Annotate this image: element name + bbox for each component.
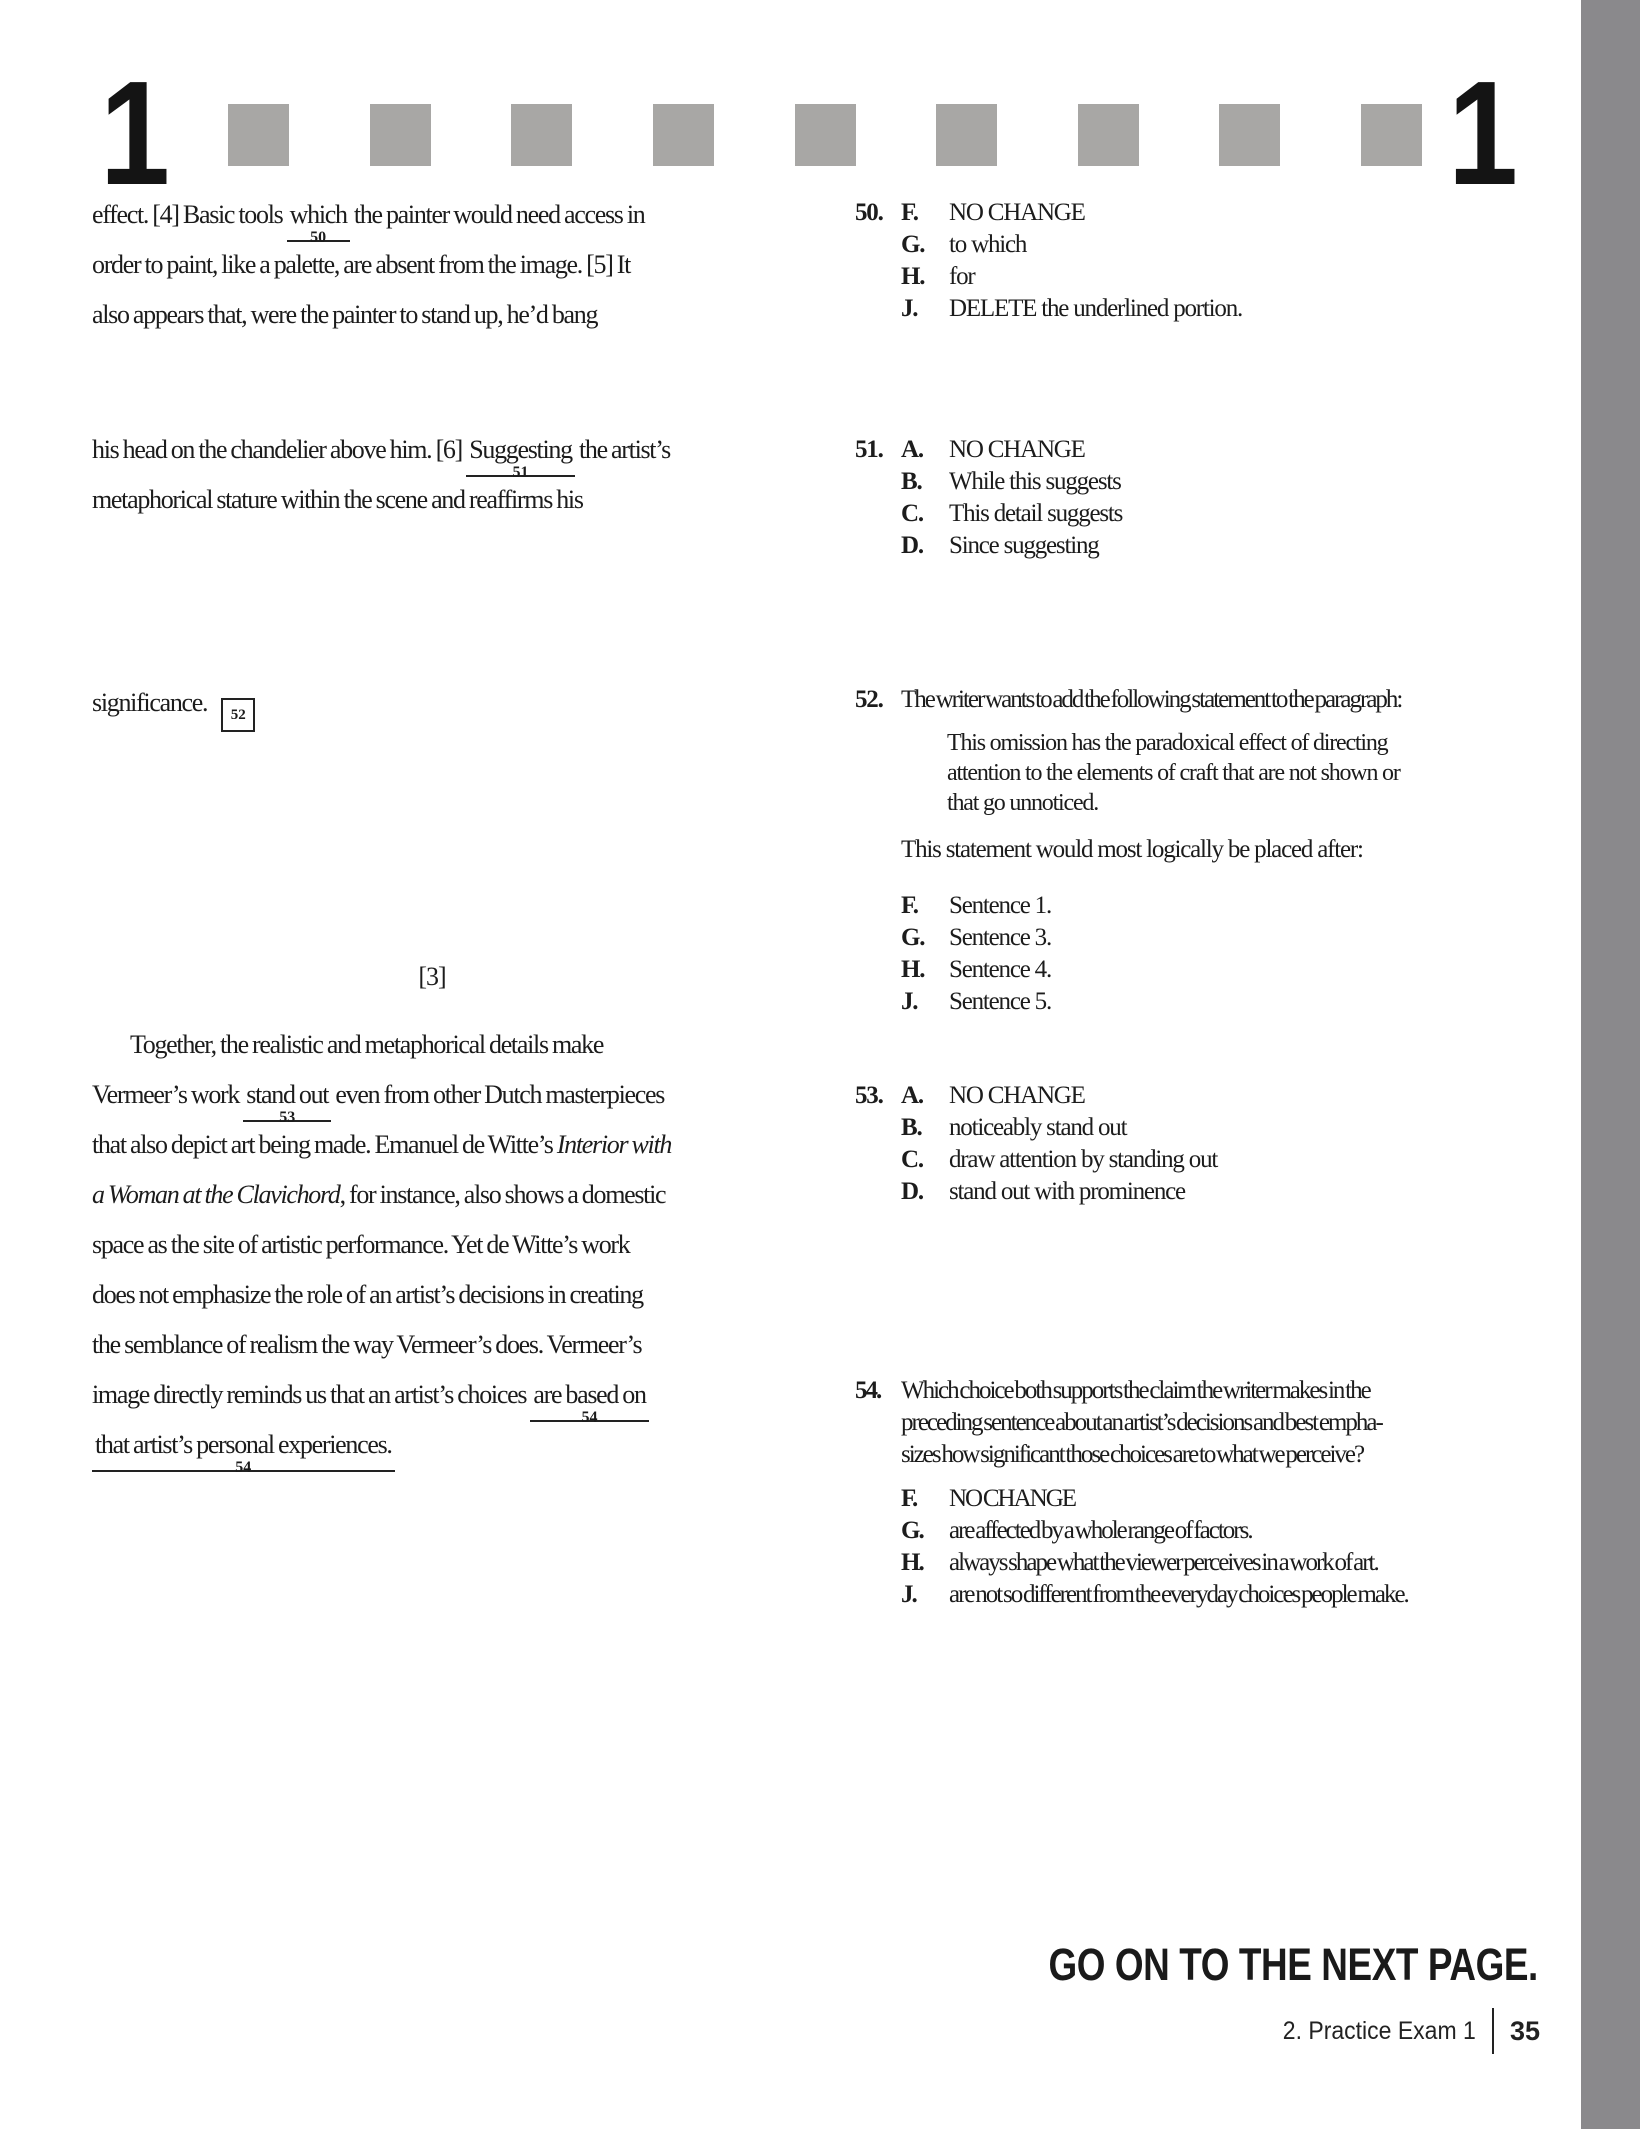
option-text: Sentence 1. [949, 892, 1052, 919]
passage-line [92, 1220, 671, 1270]
option-text: Sentence 3. [949, 924, 1052, 951]
question-post-text: This statement would most logically be placed after: [901, 836, 1363, 863]
underline-number: 53 [279, 1109, 296, 1126]
option-text: NO CHANGE [949, 1485, 1076, 1512]
paragraph-marker-text: [3] [418, 962, 446, 991]
underlined-text: which [287, 190, 350, 242]
passage-line [92, 425, 670, 481]
option-letter: J. [901, 1581, 916, 1608]
passage-text: the painter would need access in [349, 200, 645, 229]
option-text: NO CHANGE [949, 199, 1085, 226]
question-row [855, 197, 1567, 325]
option-letter: H. [901, 956, 925, 983]
question-header [855, 684, 1567, 716]
answer-option [901, 1176, 1217, 1208]
passage-line [92, 190, 645, 246]
question [855, 1080, 1567, 1208]
option-text: noticeably stand out [949, 1114, 1127, 1141]
page-number: 35 [1509, 2016, 1540, 2046]
answer-option [901, 1483, 1567, 1515]
question-number: 51. [855, 436, 883, 463]
question [855, 1375, 1567, 1611]
option-text: to which [949, 231, 1027, 258]
passage-block [92, 1020, 672, 1476]
answer-option [901, 229, 1242, 261]
passage-text: that also depict art being made. Emanuel de Witte’s [92, 1130, 557, 1159]
option-letter: G. [901, 231, 925, 258]
option-text: are not so different from the everyday choices people make. [949, 1581, 1408, 1608]
header-square [228, 104, 289, 166]
options-list [901, 197, 1242, 325]
passage-line [92, 1070, 671, 1126]
header-square [511, 104, 572, 166]
option-letter: B. [901, 1114, 922, 1141]
passage-text: image directly reminds us that an artist’s choices [92, 1380, 531, 1409]
header-square [370, 104, 431, 166]
option-text: always shape what the viewer perceives in a work of art. [949, 1549, 1378, 1576]
header-squares [228, 104, 1422, 166]
passage-block [92, 190, 644, 340]
underlined-segment [92, 1420, 395, 1476]
passage-line [92, 1320, 671, 1370]
options-list [901, 890, 1567, 1018]
question-stem: The writer wants to add the following statement to the paragraph: [901, 686, 1402, 713]
passage-text: Interior with [556, 1130, 672, 1159]
question-ref-box: 52 [221, 698, 255, 732]
passage-line [92, 1120, 671, 1170]
passage-line [92, 1420, 671, 1476]
underline-number: 51 [512, 464, 529, 481]
option-letter: D. [901, 532, 923, 559]
passage-text: metaphorical stature within the scene and reaffirms his [92, 485, 583, 514]
page-edge-bar [1581, 0, 1640, 2129]
answer-option [901, 197, 1242, 229]
underlined-text: Suggesting [466, 425, 575, 477]
underlined-text: are based on [530, 1370, 648, 1422]
passage-text: significance. [92, 688, 208, 717]
question-number: 50. [855, 199, 883, 226]
inset-statement [947, 728, 1567, 818]
answer-option [901, 261, 1242, 293]
option-letter: C. [901, 1146, 923, 1173]
passage-text: order to paint, like a palette, are absent from the image. [5] It [92, 250, 631, 279]
exam-label: 2. Practice Exam 1 [1282, 2017, 1476, 2045]
question-stem-line: preceding sentence about an artist’s decisions and best empha- [901, 1409, 1382, 1436]
passage-text: even from other Dutch masterpieces [331, 1080, 665, 1109]
question-number: 52. [855, 686, 883, 713]
option-text: Since suggesting [949, 532, 1099, 559]
option-text: Sentence 5. [949, 988, 1052, 1015]
question-number: 53. [855, 1082, 883, 1109]
option-text: NO CHANGE [949, 1082, 1085, 1109]
passage-line [92, 1020, 671, 1070]
underline-number: 50 [310, 229, 327, 246]
passage-line [92, 1270, 671, 1320]
passage-text: Vermeer’s work [92, 1080, 244, 1109]
passage-text: his head on the chandelier above him. [6] [92, 435, 467, 464]
option-letter: G. [901, 1517, 923, 1544]
question [855, 684, 1567, 1018]
options-list [901, 1080, 1217, 1208]
option-letter: F. [901, 1485, 917, 1512]
question-stem-line: sizes how significant those choices are to what we perceive? [901, 1441, 1364, 1468]
question-stem-line: Which choice both supports the claim the writer makes in the [901, 1377, 1370, 1404]
underlined-segment [530, 1370, 648, 1426]
underlined-segment [287, 190, 350, 246]
answer-option [901, 986, 1567, 1018]
inset-line: This omission has the paradoxical effect of directing [947, 730, 1388, 756]
underlined-text: that artist’s personal experiences. [92, 1420, 395, 1472]
option-text: stand out with prominence [949, 1178, 1185, 1205]
answer-option [901, 1547, 1567, 1579]
question [855, 434, 1567, 562]
option-letter: G. [901, 924, 925, 951]
answer-option [901, 890, 1567, 922]
answer-option [901, 954, 1567, 986]
options-list [901, 1483, 1567, 1611]
answer-option [901, 434, 1122, 466]
option-text: for [949, 263, 975, 290]
passage-line [92, 678, 255, 728]
option-letter: B. [901, 468, 922, 495]
option-letter: D. [901, 1178, 923, 1205]
passage-line [92, 1170, 671, 1220]
footer-divider [1492, 2008, 1494, 2054]
option-letter: H. [901, 1549, 923, 1576]
question [855, 197, 1567, 325]
underlined-segment [243, 1070, 331, 1126]
answer-option [901, 1112, 1217, 1144]
header-square [1361, 104, 1422, 166]
option-letter: A. [901, 1082, 923, 1109]
header-square [795, 104, 856, 166]
passage-line [92, 290, 644, 340]
option-text: NO CHANGE [949, 436, 1085, 463]
passage-line [92, 1370, 671, 1426]
option-letter: H. [901, 263, 925, 290]
option-text: Sentence 4. [949, 956, 1052, 983]
option-text: are affected by a whole range of factors. [949, 1517, 1252, 1544]
answer-option [901, 530, 1122, 562]
answer-option [901, 1144, 1217, 1176]
question-row [855, 1080, 1567, 1208]
go-on-instruction: GO ON TO THE NEXT PAGE. [1048, 1939, 1538, 1990]
section-number-right: 1 [1448, 51, 1518, 216]
option-letter: F. [901, 199, 918, 226]
header-square [653, 104, 714, 166]
option-text: DELETE the underlined portion. [949, 295, 1243, 322]
passage-text: Together, the realistic and metaphorical details make [130, 1030, 604, 1059]
section-number-left: 1 [100, 51, 170, 216]
passage-text: also appears that, were the painter to stand up, he’d bang [92, 300, 598, 329]
passage-text: the semblance of realism the way Vermeer’s does. Vermeer’s [92, 1330, 642, 1359]
paragraph-marker [92, 952, 772, 1002]
option-letter: J. [901, 295, 918, 322]
passage-text: the artist’s [574, 435, 670, 464]
option-text: draw attention by standing out [949, 1146, 1218, 1173]
underline-number: 54 [235, 1459, 252, 1476]
header-square [1078, 104, 1139, 166]
options-list [901, 434, 1122, 562]
underlined-segment [466, 425, 575, 481]
passage-line [92, 240, 644, 290]
passage-block [92, 425, 670, 525]
passage-line [92, 475, 670, 525]
question-number: 54. [855, 1377, 881, 1404]
question-row [855, 434, 1567, 562]
option-letter: F. [901, 892, 918, 919]
answer-option [901, 498, 1122, 530]
underlined-text: stand out [243, 1070, 331, 1122]
option-text: While this suggests [949, 468, 1121, 495]
answer-option [901, 1515, 1567, 1547]
passage-text: , for instance, also shows a domestic [339, 1180, 666, 1209]
header-square [1219, 104, 1280, 166]
header-square [936, 104, 997, 166]
answer-option [901, 293, 1242, 325]
option-letter: A. [901, 436, 923, 463]
page-footer [1266, 2008, 1540, 2054]
passage-block [92, 678, 255, 728]
passage-text: a Woman at the Clavichord [92, 1180, 340, 1209]
passage-text: does not emphasize the role of an artist’s decisions in creating [92, 1280, 643, 1309]
option-text: This detail suggests [949, 500, 1123, 527]
answer-option [901, 922, 1567, 954]
option-letter: C. [901, 500, 923, 527]
underline-number: 54 [581, 1409, 598, 1426]
inset-line: that go unnoticed. [947, 790, 1099, 816]
inset-line: attention to the elements of craft that are not shown or [947, 760, 1400, 786]
option-letter: J. [901, 988, 918, 1015]
answer-option [901, 466, 1122, 498]
answer-option [901, 1080, 1217, 1112]
passage-text: effect. [4] Basic tools [92, 200, 287, 229]
question-header [855, 1375, 1567, 1471]
question-stem [901, 1375, 1567, 1471]
passage-text: space as the site of artistic performance. Yet de Witte’s work [92, 1230, 630, 1259]
answer-option [901, 1579, 1567, 1611]
